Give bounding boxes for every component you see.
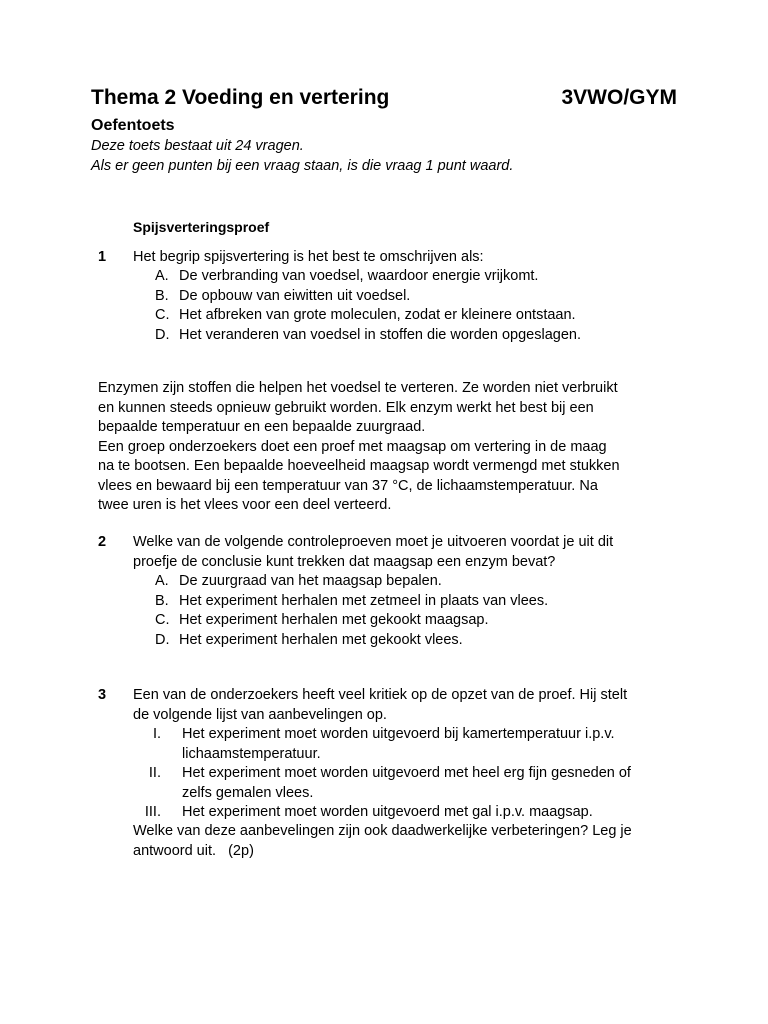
answer-option: C. Het afbreken van grote moleculen, zodat er kleinere ontstaan.	[155, 307, 576, 323]
answer-options	[155, 572, 548, 650]
document-header	[91, 86, 677, 114]
document-title: Thema 2 Voeding en vertering	[91, 86, 390, 109]
paragraph-line: na te bootsen. Een bepaalde hoeveelheid maagsap wordt vermengd met stukken	[98, 458, 620, 474]
paragraph-line: en kunnen steeds opnieuw gebruikt worden. Elk enzym werkt het best bij een	[98, 399, 594, 416]
recommendation-item: II. Het experiment moet worden uitgevoerd met heel erg fijn gesneden of zelfs gemalen vlees.	[148, 765, 631, 801]
answer-option: B. Het experiment herhalen met zetmeel in plaats van vlees.	[155, 592, 549, 609]
paragraph-line: Enzymen zijn stoffen die helpen het voedsel te verteren. Ze worden niet verbruikt	[98, 380, 618, 396]
answer-option: D. Het experiment herhalen met gekookt vlees.	[155, 631, 463, 648]
answer-options	[155, 267, 581, 345]
answer-option: B. De opbouw van eiwitten uit voedsel.	[155, 287, 411, 304]
paragraph-line: bepaalde temperatuur en een bepaalde zuurgraad.	[98, 419, 426, 435]
context-paragraph	[98, 379, 620, 516]
paragraph-line: Een groep onderzoekers doet een proef met maagsap om vertering in de maag	[98, 438, 607, 455]
answer-option: C. Het experiment herhalen met gekookt maagsap.	[155, 612, 489, 628]
question-closing: Welke van deze aanbevelingen zijn ook daadwerkelijke verbeteringen? Leg je antwoord uit. (2p)	[133, 823, 632, 859]
answer-option: A. De zuurgraad van het maagsap bepalen.	[155, 573, 442, 589]
question-text: Een van de onderzoekers heeft veel kritiek op de opzet van de proef. Hij stelt de volgende lijst van aanbevelingen op.	[133, 687, 628, 723]
intro-line: Deze toets bestaat uit 24 vragen.	[91, 138, 304, 154]
paragraph-line: vlees en bewaard bij een temperatuur van 37 °C, de lichaamstemperatuur. Na	[98, 477, 598, 494]
recommendation-item: I. Het experiment moet worden uitgevoerd bij kamertemperatuur i.p.v. lichaamstemperatuur.	[152, 726, 615, 762]
question-number: 1	[98, 249, 107, 265]
answer-option: D. Het veranderen van voedsel in stoffen die worden opgeslagen.	[155, 326, 581, 343]
question-text: Het begrip spijsvertering is het best te omschrijven als:	[133, 249, 484, 265]
document-subtitle: Oefentoets	[91, 117, 175, 134]
intro-text	[91, 137, 513, 176]
class-label: 3VWO/GYM	[561, 86, 677, 109]
paragraph-line: twee uren is het vlees voor een deel verteerd.	[98, 497, 392, 513]
intro-line: Als er geen punten bij een vraag staan, is die vraag 1 punt waard.	[91, 157, 514, 174]
question-text: Welke van de volgende controleproeven moet je uitvoeren voordat je uit dit proefje de conclusie kunt trekken dat maagsap een enzym bevat?	[133, 534, 614, 570]
recommendation-item: III. Het experiment moet worden uitgevoerd met gal i.p.v. maagsap.	[144, 804, 593, 820]
question-number: 3	[98, 687, 107, 703]
recommendation-list	[133, 725, 631, 823]
question-number: 2	[98, 534, 107, 550]
section-heading: Spijsverteringsproef	[133, 219, 270, 235]
answer-option: A. De verbranding van voedsel, waardoor energie vrijkomt.	[155, 268, 539, 284]
